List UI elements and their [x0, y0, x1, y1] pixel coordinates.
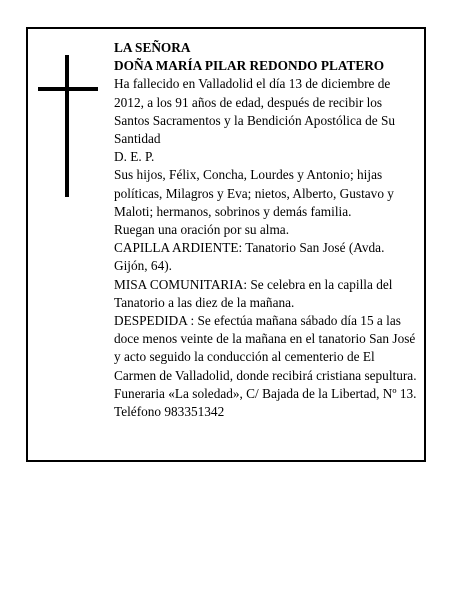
phone-info: Teléfono 983351342	[114, 404, 225, 420]
deceased-name: DOÑA MARÍA PILAR REDONDO PLATERO	[114, 58, 385, 74]
cross-icon	[38, 55, 98, 197]
chapel-info: CAPILLA ARDIENTE: Tanatorio San José (Avda. Gijón, 64).	[114, 240, 385, 274]
funeral-home-info: Funeraria «La soledad», C/ Bajada de la Libertad, Nº 13.	[114, 385, 417, 401]
obituary-text	[114, 39, 420, 421]
prayer-request: Ruegan una oración por su alma.	[114, 222, 290, 238]
farewell-info: DESPEDIDA : Se efectúa mañana sábado día 15 a las doce menos veinte de la mañana en el tanatorio San José y acto seguido la conducción al cementerio de El Carmen de Valladolid, donde recibirá cristiana sepultura.	[114, 313, 417, 383]
mass-info: MISA COMUNITARIA: Se celebra en la capilla del Tanatorio a las diez de la mañana.	[114, 276, 393, 310]
notice-title: LA SEÑORA	[114, 40, 191, 55]
rip-text: D. E. P.	[114, 149, 155, 165]
death-announcement: Ha fallecido en Valladolid el día 13 de diciembre de 2012, a los 91 años de edad, después de recibir los Santos Sacramentos y la Bendición Apostólica de Su Santidad	[114, 76, 396, 147]
family-list: Sus hijos, Félix, Concha, Lourdes y Antonio; hijas políticas, Milagros y Eva; nietos, Alberto, Gustavo y Maloti; hermanos, sobrinos y demás familia.	[114, 167, 394, 219]
